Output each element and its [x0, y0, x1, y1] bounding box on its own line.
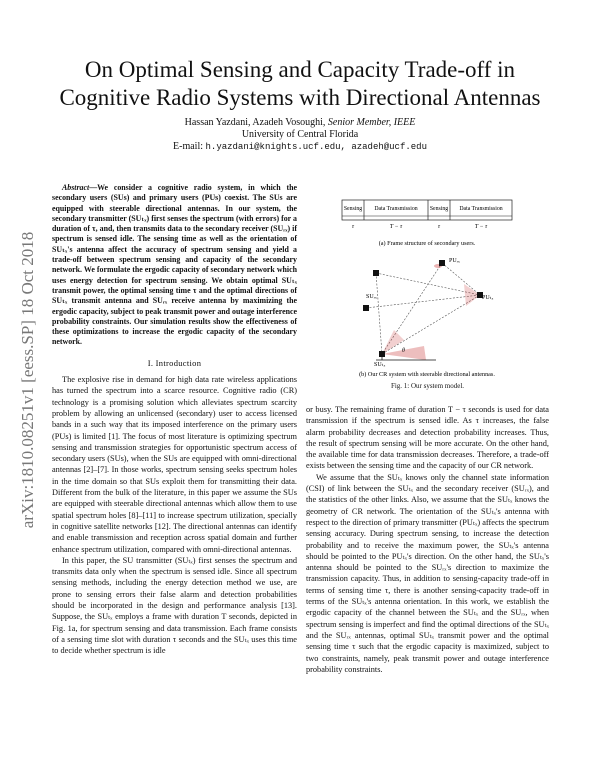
frame-label-data-1: T − τ	[389, 224, 403, 230]
figure-caption: Fig. 1: Our system model.	[390, 382, 465, 390]
diagram-links	[366, 263, 480, 354]
email-line	[0, 141, 600, 153]
title-line-1: On Optimal Sensing and Capacity Trade-off in	[84, 57, 516, 82]
caption-b: (b) Our CR system with steerable directional antennas.	[359, 371, 495, 378]
abstract	[52, 183, 297, 348]
authors: Hassan Yazdani, Azadeh Vosoughi,	[184, 117, 326, 128]
frame-structure-table	[342, 200, 512, 230]
arxiv-stamp-text[interactable]: arXiv:1810.08251v1 [eess.SP] 18 Oct 2018	[18, 231, 37, 529]
frame-cell-sensing-1: Sensing	[343, 206, 363, 212]
antenna-beams	[382, 264, 480, 360]
section-heading-introduction: I. Introduction	[147, 357, 202, 368]
affiliation: University of Central Florida	[241, 129, 359, 140]
intro-paragraph-2: In this paper, the SU transmitter (SUₜₓ) first senses the spectrum and transmits data only when the spectrum is sensed idle. Since all spectrum sensing methods, including the energy detection method we use, are prone to sensing errors their false alarm and detection probabilities should be incorporated in the design and performance analysis [13]. Suppose, the SUₜₓ employs a frame with duration T seconds, depicted in Fig. 1a, for spectrum sensing and data transmission. Each frame consists of a sensing time slot with duration τ seconds and the SUₜₓ uses this time to decide whether spectrum is idle	[52, 555, 297, 656]
intro-paragraph-4: We assume that the SUₜₓ knows only the channel state information (CSI) of link between the SUₜₓ and the secondary receiver (SUᵣₓ), and the statistics of the other links. Also, we assume that the SUₜₓ knows the geometry of CR network. The orientation of the SUₜₓ's antenna with respect to the direction of primary transmitter (PUₜₓ) affects the spectrum sensing accuracy. During spectrum sensing, to increase the detection probability and to receive the maximum power, the SUₜₓ's antenna should be pointed to the PUₜₓ's direction. On the other hand, the SUₜₓ's antenna should be pointed to the SUᵣₓ's direction to maximize the transmission capacity. Thus, in addition to sensing-capacity trade-off in terms of sensing time τ, there is another sensing-capacity trade-off in terms of the SUₜₓ's antenna orientation. In this work, we establish the ergodic capacity of the channel between the SUₜₓ and the SUᵣₓ, when spectrum sensing is imperfect and find the optimal directions of the SUₜₓ and the SUᵣₓ antennas, optimal SUₜₓ transmit power and the optimal sensing time τ such that the ergodic capacity is maximized, subject to two constraints, namely, peak transmit power and outage interference probability constraints.	[306, 472, 549, 674]
frame-cell-data-2: Data Transmission	[459, 206, 503, 212]
node-label-pu-rx: PUᵣₓ	[449, 258, 460, 264]
frame-cell-data-1: Data Transmission	[374, 206, 418, 212]
frame-label-data-2: T − τ	[474, 224, 488, 230]
email-addresses[interactable]: h.yazdani@knights.ucf.edu, azadeh@ucf.edu	[205, 142, 427, 152]
system-diagram	[306, 248, 549, 380]
network-nodes	[363, 260, 483, 357]
frame-structure-figure	[306, 190, 549, 250]
email-label: E-mail:	[173, 141, 204, 152]
node-label-su-rx: SUᵣₓ	[366, 294, 377, 300]
intro-paragraph-1: The explosive rise in demand for high data rate wireless applications has turned the spectrum into a scarce resource. Cognitive radio (CR) technology is a promising solution which alleviates spectrum scarcity problem by allowing an unlicensed (secondary) user to access licensed bands in a such way that its imposed interference on the primary users (PUs) is limited [1]. The focus of most literature is optimizing spectrum sensing and transmission strategies for opportunistic spectrum access of secondary users (SUs), when the SUs are equipped with omni-directional antennas [2]–[7]. In those works, spectrum sensing seeks spectrum holes in the time domain so that SUs exploit them for transmitting their data. Different from the bulk of the literature, in this paper we assume the SUs are equipped with steerable directional antennas which allow them to use spatial spectrum holes [8]–[11] to increase spectrum utilization, specially in cognitive satellite networks [12]. The directional antennas can identify and enable transmission and reception across spatial domain and further enhance spectrum utilization, compared with omni-directional antennas.	[52, 375, 297, 554]
paper-title	[0, 56, 600, 112]
abstract-label: Abstract	[62, 183, 90, 192]
left-column	[52, 183, 297, 656]
title-line-2: Cognitive Radio Systems with Directional Antennas	[59, 85, 541, 110]
frame-label-tau-2: τ	[437, 224, 441, 230]
arxiv-stamp	[14, 185, 42, 575]
frame-label-tau-1: τ	[351, 224, 355, 230]
author-note: Senior Member, IEEE	[327, 117, 416, 128]
right-column	[306, 404, 549, 675]
node-label-su-tx: SUₜₓ	[374, 362, 386, 368]
intro-paragraph-3-continued: or busy. The remaining frame of duration T − τ seconds is used for data transmission if the spectrum is sensed idle. As τ increases, the false alarm probability decreases and detection probability increases. Thus, the result of spectrum sensing will be more accurate. On the other hand, the available time for data transmission decreases. Therefore, a trade-off exists between the sensing time and the capacity of our CR network.	[306, 405, 549, 471]
frame-cell-sensing-2: Sensing	[429, 206, 449, 212]
angle-label: θ	[402, 348, 405, 354]
caption-a: (a) Frame structure of secondary users.	[378, 240, 476, 247]
author-line	[0, 117, 600, 129]
node-label-pu-tx: PUₜₓ	[482, 295, 494, 301]
abstract-text: —We consider a cognitive radio system, in which the secondary users (SUs) and primary users (PUs) coexist. The SUs are equipped with steerable directional antennas. In our system, the secondary transmitter (SUₜₓ) first senses the spectrum (with errors) for a duration of τ, and, then transmits data to the secondary receiver (SUᵣₓ) if spectrum is sensed idle. The sensing time as well as the orientation of SUₜₓ's antenna affect the accuracy of spectrum sensing and yield a trade-off between spectrum sensing and capacity of the secondary network. We formulate the ergodic capacity of secondary network which uses energy detection for spectrum sensing. We obtain optimal SUₜₓ transmit power, the optimal sensing time τ and the optimal directions of SUₜₓ transmit antenna and SUᵣₓ receive antenna by maximizing the ergodic capacity, subject to peak transmit power and outage interference probability constraints. Our simulation results show the effectiveness of these optimizations to increase the ergodic capacity of the secondary network.	[52, 183, 297, 347]
